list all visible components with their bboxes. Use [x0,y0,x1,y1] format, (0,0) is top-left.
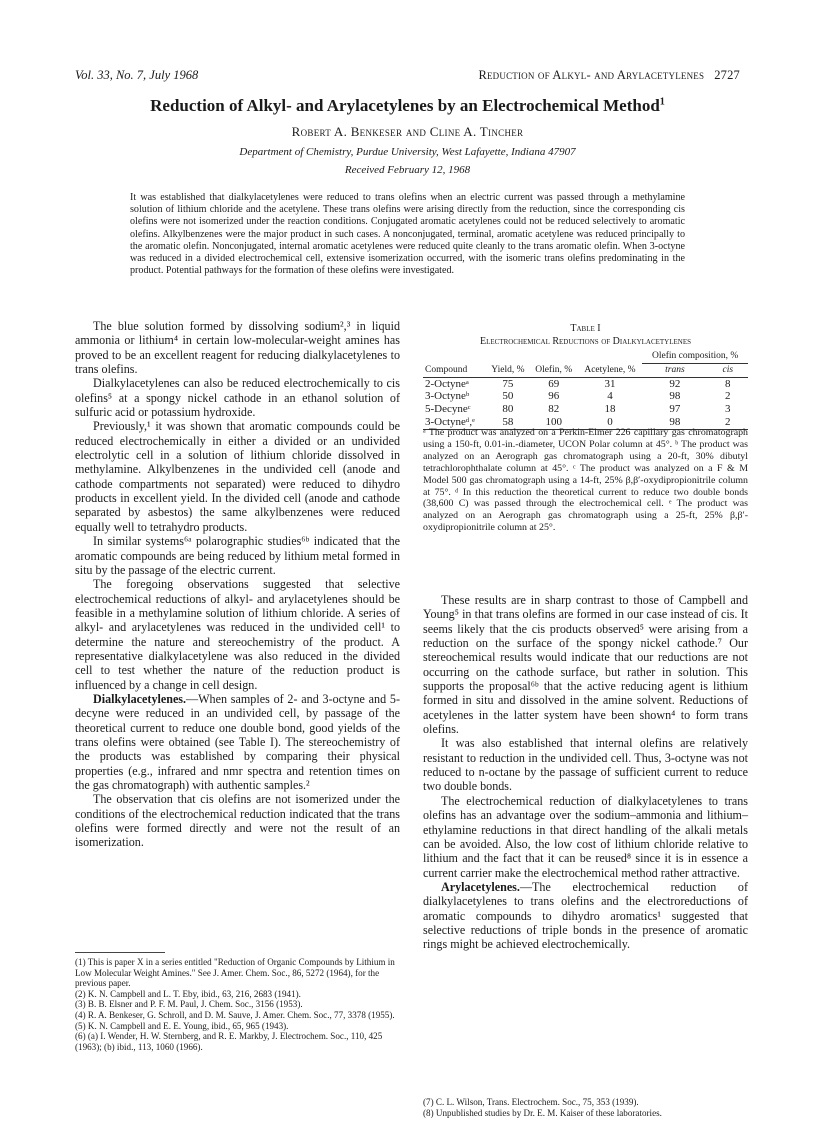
affiliation: Department of Chemistry, Purdue University, West Lafayette, Indiana 47907 [239,146,576,158]
received-date: Received February 12, 1968 [344,164,471,176]
table-header-row [423,363,748,377]
paragraph: It was also established that internal olefins are relatively resistant to reduction in the undivided cell. Thus, 3-octyne was not reduced to n-octane by the passage of sufficient current to reduce two double bonds. [423,736,748,794]
table-cell: 82 [548,403,560,416]
footnote: (3) B. B. Elsner and P. F. M. Paul, J. Chem. Soc., 3156 (1953). [75,999,303,1010]
column-header: Yield, % [491,364,525,375]
journal-volume: Vol. 33, No. 7, July 1968 [75,68,199,82]
table-cell: 2 [725,415,731,428]
column-header: trans [665,364,685,375]
table-cell: 75 [502,377,514,390]
footnote: (4) R. A. Benkeser, G. Schroll, and D. M. Sauve, J. Amer. Chem. Soc., 77, 3378 (1955). [75,1009,395,1020]
footnote-divider [75,952,165,953]
table-cell: 98 [669,390,681,403]
table-cell: 98 [669,415,681,428]
table-cell: 2 [725,390,731,403]
table-row [423,377,748,390]
table-label: Table I [570,323,601,334]
title-text: Reduction of Alkyl- and Arylacetylenes by an Electrochemical Method [150,96,660,115]
table-cell: 69 [548,377,560,390]
table-row [423,390,748,403]
table-cell: 0 [607,415,613,428]
paragraph: The foregoing observations suggested that selective electrochemical reductions of alkyl- and arylacetylenes should be feasible in a methylamine solution of lithium chloride. A series of alkyl- and arylacetylenes was reduced in the undivided cell¹ to determine the nature and stereochemistry of the product. A representative dialkylacetylene was also reduced in the divided cell to test whether the nature of the reduction product is influenced by a change in cell design. [75,577,400,692]
table-group-header-row [423,350,748,363]
authors: Robert A. Benkeser and Cline A. Tincher [291,124,524,139]
table-cell: 80 [502,403,514,416]
footnote: (2) K. N. Campbell and L. T. Eby, ibid., 63, 216, 2683 (1941). [75,988,301,999]
table-group-header: Olefin composition, % [642,350,748,363]
section-text: —When samples of 2- and 3-octyne and 5-decyne were reduced in an undivided cell, by passage of the theoretical current to reduce one double bond, good yields of the trans olefins were obtained (see Table I). The stereochemistry of the products was established by comparing their physical properties (e.g., infrared and nmr spectra and retention times on the gas chromatograph) with authentic samples.² [75,691,400,792]
section-heading-arylacetylenes: Arylacetylenes. [441,879,520,894]
column-header: cis [722,364,734,375]
table-cell: 97 [669,403,681,416]
footnotes-left [75,952,400,1052]
table-cell: 31 [604,377,616,390]
section-text: —The electrochemical reduction of dialkylacetylenes to trans olefins and the electroreductions of aromatic compounds to dihydro aromatics¹ suggested that selective reductions of triple bonds in the presence of aromatic rings might be achieved electrochemically. [423,879,748,952]
table-cell: 96 [548,390,560,403]
table-cell: 4 [607,390,613,403]
footnote: (5) K. N. Campbell and E. E. Young, ibid., 65, 965 (1943). [75,1020,289,1031]
paragraph: In similar systems⁶ᵃ polarographic studies⁶ᵇ indicated that the aromatic compounds are being reduced by lithium metal formed in situ by the passage of the electric current. [75,534,400,577]
paragraph [423,880,748,952]
table-footnote: ᵃ The product was analyzed on a Perkin-Elmer 226 capillary gas chromatograph using a 150-ft, 0.01-in.-diameter, UCON Polar column at 45°. ᵇ The product was analyzed on an Aerograph gas chromatograph using a 20-ft, 30% dibutyl tetrachlorophthalate column at 45°. ᶜ The product was analyzed on a F & M Model 500 gas chromatograph using a 14-ft, 25% β,β′-oxydipropionitrile column at 75°. ᵈ In this reduction the theoretical current to reduce two double bonds (38,600 C) was passed through the electrochemical cell. ᵉ The product was analyzed on an Aerograph gas chromatograph using a 25-ft, 25% β,β′-oxydipropionitrile column at 25°. [423,427,748,534]
paragraph: The observation that cis olefins are not isomerized under the conditions of the electrochemical reduction indicated that the trans olefins were formed directly and were not the result of an isomerization. [75,792,400,850]
column-header: Compound [425,364,468,375]
footnotes-right [423,1097,748,1118]
paragraph: Previously,¹ it was shown that aromatic compounds could be reduced electrochemically in either a divided or an undivided electrolytic cell in a solution of lithium chloride dissolved in methylamine. Alkylbenzenes in the undivided cell (anode and cathode compartments not separated) were reduced to dihydro products in excellent yield. In the divided cell (anode and cathode separated by asbestos) the same alkylbenzenes were reduced equally well to tetrahydro products. [75,419,400,534]
paragraph: The electrochemical reduction of dialkylacetylenes to trans olefins has an advantage over the sodium–ammonia and lithium–ethylamine reductions in that direct handling of the alkali metals can be avoided. Also, the low cost of lithium chloride relative to lithium and the fact that it can be reused⁸ since it is in essence a current carrier make the electrochemical method rather attractive. [423,793,748,880]
table-cell: 8 [725,377,731,390]
table-cell: 50 [502,390,514,403]
footnote: (6) (a) I. Wender, H. W. Sternberg, and R. E. Markby, J. Electrochem. Soc., 110, 425 (1963); (b) ibid., 113, 1060 (1966). [75,1031,383,1052]
abstract: It was established that dialkylacetylenes were reduced to trans olefins when an electric current was passed through a methylamine solution of lithium chloride and the acetylene. These trans olefins were arising directly from the reduction, since the corresponding cis olefins were not isomerized under the reaction conditions. Conjugated aromatic acetylenes could not be reduced selectively to aromatic olefins. Alkylbenzenes were the major product in such cases. A nonconjugated, terminal, aromatic acetylene was reduced principally to the aromatic olefin. Nonconjugated, internal aromatic acetylenes were reduced quite cleanly to the trans aromatic olefin. When 3-octyne was reduced in a divided electrochemical cell, extensive isomerization occurred, with the isomeric trans olefins predominating in the product. Potential pathways for the formation of these olefins were investigated. [130,192,685,277]
title-footnote-ref: 1 [659,96,665,108]
table-cell: 2-Octyneᵃ [425,377,469,390]
column-header: Acetylene, % [584,364,636,375]
table-caption: Electrochemical Reductions of Dialkylacetylenes [479,336,692,347]
footnote: (7) C. L. Wilson, Trans. Electrochem. Soc., 75, 353 (1939). [423,1097,639,1107]
table-cell: 5-Decyneᶜ [425,403,471,416]
left-column [75,319,400,850]
data-table [423,350,748,430]
table-cell: 3-Octyneᵇ [425,390,470,403]
section-heading-dialkylacetylenes: Dialkylacetylenes. [93,691,187,706]
paragraph: These results are in sharp contrast to those of Campbell and Young⁵ in that trans olefins are formed in our case instead of cis. It seems likely that the cis products observed⁵ were arising from a reduction on the surface of the spongy nickel cathode.⁷ Our stereochemical results would indicate that our reductions are not occurring on the cathode surface, but rather in solution. This supports the proposal⁶ᵇ that the active reducing agent is lithium formed in situ and dissolved in the amine solvent. Reductions of acetylenes in the latter system have been shown⁴ to form trans olefins. [423,593,748,737]
paragraph [75,692,400,792]
table-cell: 18 [604,403,616,416]
paragraph: Dialkylacetylenes can also be reduced electrochemically to cis olefins⁵ at a spongy nickel cathode in an ethanol solution of sulfuric acid or potassium hydroxide. [75,376,400,420]
paragraph: The blue solution formed by dissolving sodium²,³ in liquid ammonia or lithium⁴ in certain low-molecular-weight amines has proved to be an excellent reagent for reducing dialkylacetylenes to trans olefins. [75,319,400,377]
footnote: (1) This is paper X in a series entitled "Reduction of Organic Compounds by Lithium in Low Molecular Weight Amines." See J. Amer. Chem. Soc., 86, 5272 (1964), for the previous paper. [75,957,395,989]
table-cell: 92 [669,377,681,390]
table-cell: 100 [545,415,562,428]
paper-title [60,96,755,116]
running-title [478,68,740,83]
right-column [423,593,748,952]
footnote: (8) Unpublished studies by Dr. E. M. Kaiser of these laboratories. [423,1107,662,1118]
running-head [75,68,740,86]
table-cell: 58 [502,415,514,428]
table-cell: 3-Octyneᵈ,ᵉ [425,415,475,428]
table-cell: 3 [725,403,731,416]
running-title-text: Reduction of Alkyl- and Arylacetylenes [478,68,705,82]
column-header: Olefin, % [535,364,573,375]
table-row [423,403,748,416]
page-number: 2727 [714,68,740,82]
